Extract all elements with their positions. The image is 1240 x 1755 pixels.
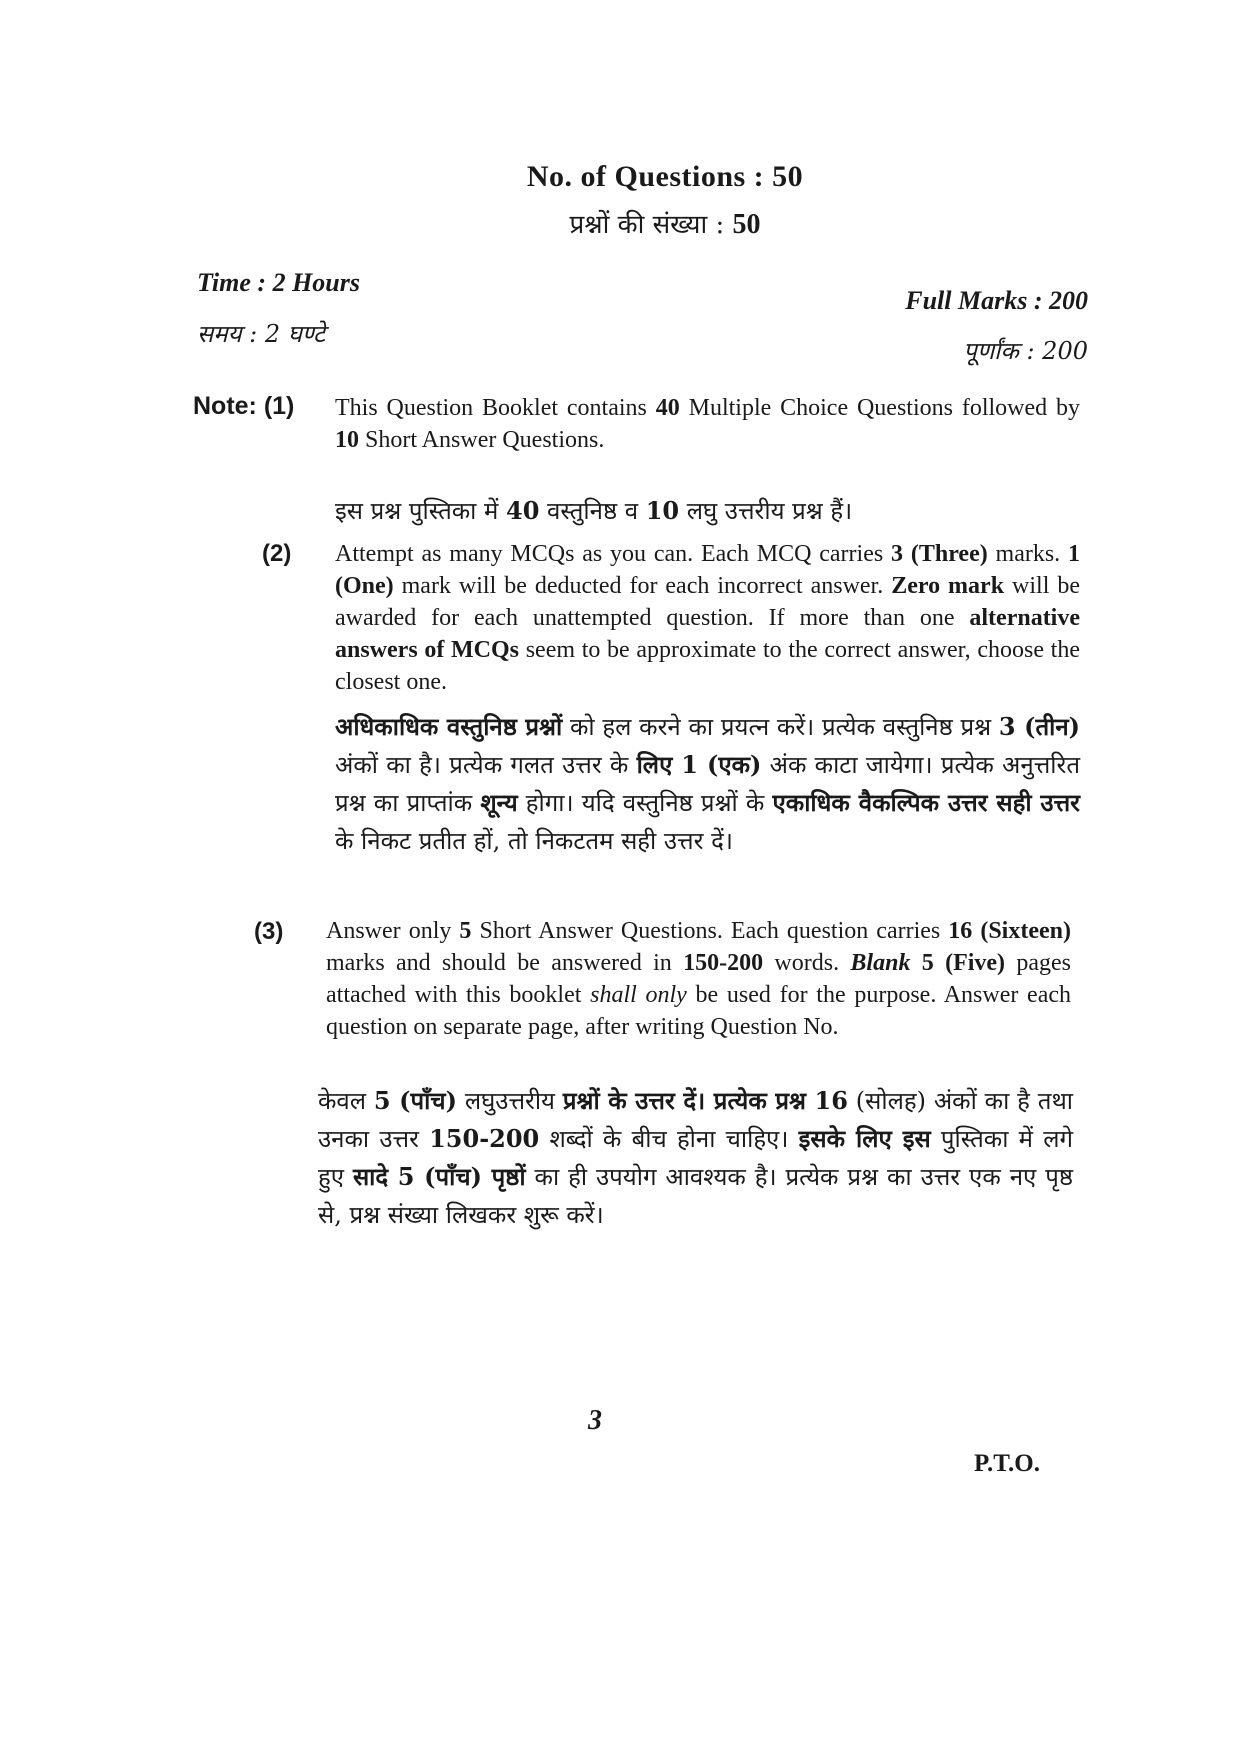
questions-count-en: No. of Questions : 50 [526,160,804,193]
questions-count-hi-label: प्रश्नों की संख्या : [569,210,725,240]
note-2-hi: अधिकाधिक वस्तुनिष्ठ प्रश्नों को हल करने का प्रयत्न करें। प्रत्येक वस्तुनिष्ठ प्रश्न 3 (तीन) अंकों का है। प्रत्येक गलत उत्तर के लिए 1 (एक) अंक काटा जायेगा। प्रत्येक अनुत्तरित प्रश्न का प्राप्तांक शून्य होगा। यदि वस्तुनिष्ठ प्रश्नों के एकाधिक वैकल्पिक उत्तर सही उत्तर के निकट प्रतीत हों, तो निकटतम सही उत्तर दें। [335,712,1081,855]
page-number: 3 [588,1405,602,1436]
note-1-en: This Question Booklet contains 40 Multiple Choice Questions followed by 10 Short Answer Questions. [335,395,1080,453]
questions-count-hi [0,205,1240,241]
questions-count-hi-value: 50 [732,209,761,240]
note-3-hi: केवल 5 (पाँच) लघुउत्तरीय प्रश्नों के उत्तर दें। प्रत्येक प्रश्न 16 (सोलह) अंकों का है तथा उनका उत्तर 150-200 शब्दों के बीच होना चाहिए। इसके लिए इस पुस्तिका में लगे हुए सादे 5 (पाँच) पृष्ठों का ही उपयोग आवश्यक है। प्रत्येक प्रश्न का उत्तर एक नए पृष्ठ से, प्रश्न संख्या लिखकर शुरू करें। [318,1086,1073,1229]
full-marks-en: Full Marks : 200 [905,286,1088,315]
note-2-label: (2) [262,540,292,567]
full-marks-hi: पूर्णांक : 200 [963,337,1088,365]
note-label: Note: (1) [193,392,295,420]
note-1-hi: इस प्रश्न पुस्तिका में 40 वस्तुनिष्ठ व 10 लघु उत्तरीय प्रश्न हैं। [335,496,853,525]
time-hi: समय : 2 घण्टे [197,320,326,348]
pto-label: P.T.O. [974,1450,1040,1477]
time-en: Time : 2 Hours [197,268,360,297]
note-3-en: Answer only 5 Short Answer Questions. Each question carries 16 (Sixteen) marks and should be answered in 150-200 words. Blank 5 (Five) pages attached with this booklet shall only be used for the purpose. Answer each question on separate page, after writing Question No. [326,918,1072,1040]
note-2-en: Attempt as many MCQs as you can. Each MCQ carries 3 (Three) marks. 1 (One) mark will be deducted for each incorrect answer. Zero mark will be awarded for each unattempted question. If more than one alternative answers of MCQs seem to be approximate to the correct answer, choose the closest one. [335,541,1080,695]
note-3-label: (3) [254,918,284,945]
